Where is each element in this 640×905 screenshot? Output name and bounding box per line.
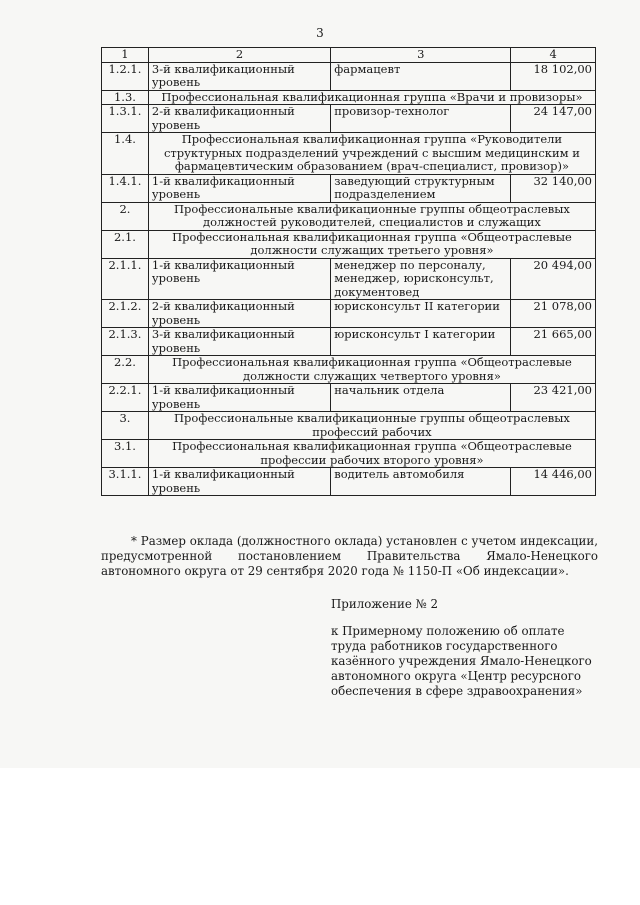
table-row bbox=[102, 105, 596, 133]
row-number-cell: 2.2.1. bbox=[102, 384, 149, 412]
appendix-title: Приложение № 2 bbox=[331, 597, 439, 611]
appendix-block bbox=[331, 597, 601, 699]
row-number-cell: 2.1.2. bbox=[102, 300, 149, 328]
row-number-cell: 3.1. bbox=[102, 440, 149, 468]
position-cell: водитель автомобиля bbox=[331, 468, 511, 496]
page-number: 3 bbox=[316, 26, 324, 40]
salary-cell: 21 665,00 bbox=[511, 328, 596, 356]
group-title-cell: Профессиональная квалификационная группа «Руководители структурных подразделений учреждений с высшим медицинским и фармацевтическим образованием (врач-специалист, провизор)» bbox=[148, 133, 595, 175]
table-row bbox=[102, 258, 596, 300]
table-row bbox=[102, 468, 596, 496]
salary-cell: 24 147,00 bbox=[511, 105, 596, 133]
level-cell: 3-й квалификационный уровень bbox=[148, 62, 330, 90]
group-row bbox=[102, 230, 596, 258]
group-row bbox=[102, 412, 596, 440]
group-title-cell: Профессиональные квалификационные группы общеотраслевых должностей руководителей, специалистов и служащих bbox=[148, 202, 595, 230]
level-cell: 2-й квалификационный уровень bbox=[148, 105, 330, 133]
group-title-cell: Профессиональная квалификационная группа «Врачи и провизоры» bbox=[148, 90, 595, 105]
level-cell: 3-й квалификационный уровень bbox=[148, 328, 330, 356]
table-row bbox=[102, 300, 596, 328]
group-row bbox=[102, 356, 596, 384]
header-cell: 1 bbox=[102, 48, 149, 63]
level-cell: 1-й квалификационный уровень bbox=[148, 258, 330, 300]
row-number-cell: 2.2. bbox=[102, 356, 149, 384]
position-cell: начальник отдела bbox=[331, 384, 511, 412]
salary-table bbox=[101, 47, 596, 496]
table-row bbox=[102, 62, 596, 90]
salary-cell: 18 102,00 bbox=[511, 62, 596, 90]
position-cell: фармацевт bbox=[331, 62, 511, 90]
row-number-cell: 2.1. bbox=[102, 230, 149, 258]
group-row bbox=[102, 90, 596, 105]
level-cell: 1-й квалификационный уровень bbox=[148, 384, 330, 412]
row-number-cell: 2.1.3. bbox=[102, 328, 149, 356]
appendix-text: к Примерному положению об оплате труда работников государственного казённого учреждения Ямало-Ненецкого автономного округа «Центр ресурсного обеспечения в сфере здравоохранения» bbox=[331, 624, 592, 698]
group-title-cell: Профессиональная квалификационная группа «Общеотраслевые профессии рабочих второго уровня» bbox=[148, 440, 595, 468]
level-cell: 1-й квалификационный уровень bbox=[148, 468, 330, 496]
row-number-cell: 1.3.1. bbox=[102, 105, 149, 133]
header-cell: 3 bbox=[331, 48, 511, 63]
row-number-cell: 1.4.1. bbox=[102, 174, 149, 202]
salary-cell: 14 446,00 bbox=[511, 468, 596, 496]
position-cell: юрисконсульт II категории bbox=[331, 300, 511, 328]
header-cell: 2 bbox=[148, 48, 330, 63]
salary-cell: 20 494,00 bbox=[511, 258, 596, 300]
group-title-cell: Профессиональная квалификационная группа «Общеотраслевые должности служащих четвертого уровня» bbox=[148, 356, 595, 384]
header-cell: 4 bbox=[511, 48, 596, 63]
group-row bbox=[102, 440, 596, 468]
level-cell: 2-й квалификационный уровень bbox=[148, 300, 330, 328]
row-number-cell: 2.1.1. bbox=[102, 258, 149, 300]
group-row bbox=[102, 202, 596, 230]
row-number-cell: 1.3. bbox=[102, 90, 149, 105]
row-number-cell: 1.4. bbox=[102, 133, 149, 175]
level-cell: 1-й квалификационный уровень bbox=[148, 174, 330, 202]
table-row bbox=[102, 174, 596, 202]
table-header-row bbox=[102, 48, 596, 63]
row-number-cell: 3.1.1. bbox=[102, 468, 149, 496]
row-number-cell: 1.2.1. bbox=[102, 62, 149, 90]
group-title-cell: Профессиональная квалификационная группа «Общеотраслевые должности служащих третьего уровня» bbox=[148, 230, 595, 258]
row-number-cell: 2. bbox=[102, 202, 149, 230]
position-cell: провизор-технолог bbox=[331, 105, 511, 133]
group-title-cell: Профессиональные квалификационные группы общеотраслевых профессий рабочих bbox=[148, 412, 595, 440]
salary-cell: 32 140,00 bbox=[511, 174, 596, 202]
position-cell: заведующий структурным подразделением bbox=[331, 174, 511, 202]
table-row bbox=[102, 328, 596, 356]
row-number-cell: 3. bbox=[102, 412, 149, 440]
salary-cell: 23 421,00 bbox=[511, 384, 596, 412]
position-cell: менеджер по персоналу, менеджер, юрисконсульт, документовед bbox=[331, 258, 511, 300]
position-cell: юрисконсульт I категории bbox=[331, 328, 511, 356]
group-row bbox=[102, 133, 596, 175]
table-row bbox=[102, 384, 596, 412]
footnote: * Размер оклада (должностного оклада) установлен с учетом индексации, предусмотренной постановлением Правительства Ямало-Ненецкого автономного округа от 29 сентября 2020 года № 1150-П «Об индексации». bbox=[101, 534, 598, 578]
salary-cell: 21 078,00 bbox=[511, 300, 596, 328]
